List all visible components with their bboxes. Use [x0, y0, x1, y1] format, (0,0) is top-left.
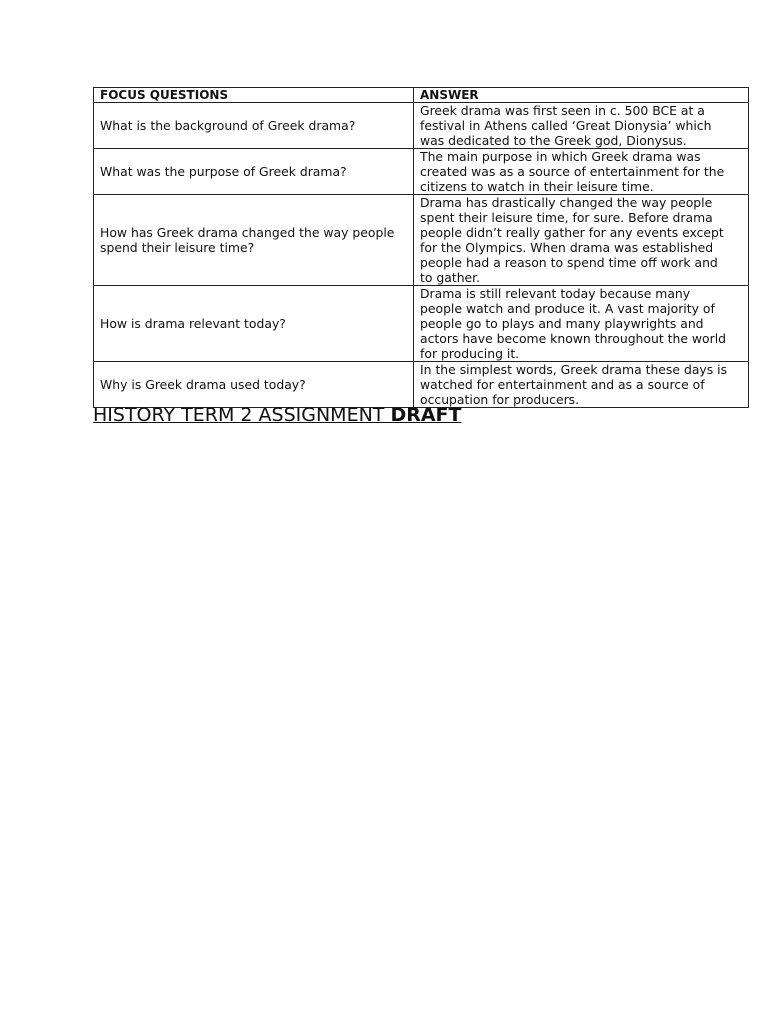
header-answer: ANSWER — [414, 88, 749, 103]
draft-label: DRAFT — [390, 404, 462, 426]
header-focus-questions: FOCUS QUESTIONS — [94, 88, 414, 103]
answer-cell: The main purpose in which Greek drama was created was as a source of entertainment for the citizens to watch in their leisure time. — [414, 149, 749, 195]
table-row — [94, 362, 749, 408]
focus-questions-table — [93, 87, 749, 408]
answer-cell: Greek drama was first seen in c. 500 BCE at a festival in Athens called ‘Great Dionysia’ which was dedicated to the Greek god, Dionysus. — [414, 103, 749, 149]
table-header-row — [94, 88, 749, 103]
answer-cell: Drama has drastically changed the way people spent their leisure time, for sure. Before drama people didn’t really gather for any events except for the Olympics. When drama was established people had a reason to spend time off work and to gather. — [414, 195, 749, 286]
question-cell: How has Greek drama changed the way people spend their leisure time? — [94, 195, 414, 286]
table-row — [94, 149, 749, 195]
question-cell: How is drama relevant today? — [94, 286, 414, 362]
assignment-heading-text: HISTORY TERM 2 ASSIGNMENT — [93, 404, 391, 426]
table-row — [94, 286, 749, 362]
table-row — [94, 195, 749, 286]
question-cell: What was the purpose of Greek drama? — [94, 149, 414, 195]
question-cell: Why is Greek drama used today? — [94, 362, 414, 408]
table-row — [94, 103, 749, 149]
answer-cell: In the simplest words, Greek drama these days is watched for entertainment and as a source of occupation for producers. — [414, 362, 749, 408]
answer-cell: Drama is still relevant today because many people watch and produce it. A vast majority of people go to plays and many playwrights and actors have become known throughout the world for producing it. — [414, 286, 749, 362]
question-cell: What is the background of Greek drama? — [94, 103, 414, 149]
assignment-heading — [93, 404, 461, 426]
